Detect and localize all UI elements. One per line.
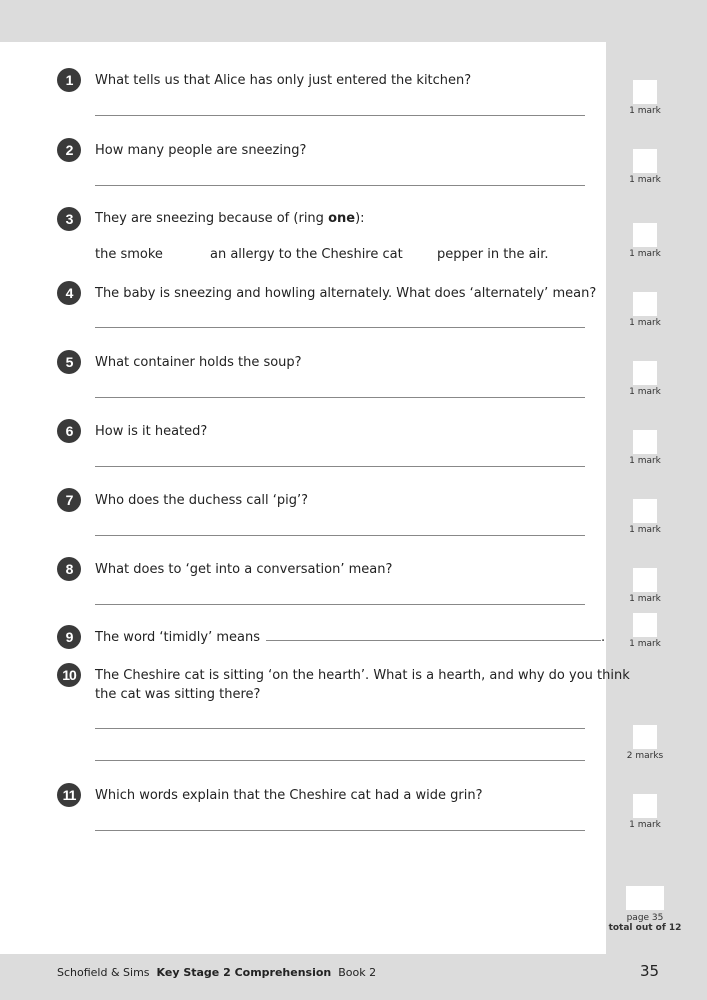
total-label: total out of 12 [608,923,682,933]
score-box[interactable] [633,149,657,173]
question-text-prefix: They are sneezing because of (ring [95,211,329,226]
question-number-badge: 11 [57,783,81,807]
full-stop: . [600,630,606,645]
page-total [606,886,684,933]
mark-label: 2 marks [626,751,664,761]
question-text: The baby is sneezing and howling alternately. What does ‘alternately’ mean? [95,286,597,301]
question-text: What does to ‘get into a conversation’ mean? [95,562,393,577]
score-box[interactable] [633,80,657,104]
question-text: How is it heated? [95,424,208,439]
option-allergy[interactable]: an allergy to the Cheshire cat [210,247,403,262]
question-number-badge: 4 [57,281,81,305]
answer-line[interactable] [95,466,585,467]
answer-line[interactable] [95,397,585,398]
mark-label: 1 mark [629,249,661,259]
mark-label: 1 mark [629,318,661,328]
publisher: Schofield & Sims [57,966,150,979]
option-pepper[interactable]: pepper in the air. [437,247,549,262]
score-box[interactable] [633,568,657,592]
mark-label: 1 mark [629,639,661,649]
mark-box-q2 [606,149,684,185]
series-title: Key Stage 2 Comprehension [156,966,332,979]
mark-box-q7 [606,499,684,535]
mark-label: 1 mark [629,106,661,116]
answer-line[interactable] [95,728,585,729]
question-number-badge: 1 [57,68,81,92]
mark-box-q9 [606,613,684,649]
page-label: page 35 [626,913,664,923]
question-number-badge: 6 [57,419,81,443]
question-number-badge: 9 [57,625,81,649]
score-box[interactable] [633,430,657,454]
question-text: How many people are sneezing? [95,143,307,158]
mark-box-q10 [606,725,684,761]
mark-label: 1 mark [629,456,661,466]
question-text-line-1: The Cheshire cat is sitting ‘on the hearth’. What is a hearth, and why do you think [95,668,630,683]
score-box[interactable] [633,223,657,247]
question-text-suffix: ): [355,211,365,226]
answer-line[interactable] [95,604,585,605]
question-number-badge: 3 [57,207,81,231]
mark-box-q3 [606,223,684,259]
question-text: Which words explain that the Cheshire cat had a wide grin? [95,788,483,803]
fill-in-blank[interactable] [266,628,601,641]
mark-box-q6 [606,430,684,466]
answer-line[interactable] [95,760,585,761]
score-box[interactable] [633,499,657,523]
answer-line[interactable] [95,327,585,328]
question-number-badge: 7 [57,488,81,512]
mark-label: 1 mark [629,387,661,397]
mark-box-q1 [606,80,684,116]
option-smoke[interactable]: the smoke [95,247,163,262]
question-number-badge: 10 [57,663,81,687]
total-score-box[interactable] [626,886,664,910]
page-number: 35 [640,962,660,980]
question-number-badge: 2 [57,138,81,162]
answer-line[interactable] [95,830,585,831]
mark-box-q11 [606,794,684,830]
question-text-line-2: the cat was sitting there? [95,687,261,702]
mark-box-q8 [606,568,684,604]
question-text: What container holds the soup? [95,355,302,370]
footer [57,966,376,979]
score-box[interactable] [633,292,657,316]
answer-line[interactable] [95,535,585,536]
score-box[interactable] [633,361,657,385]
answer-line[interactable] [95,185,585,186]
answer-line[interactable] [95,115,585,116]
score-box[interactable] [633,725,657,749]
question-text: Who does the duchess call ‘pig’? [95,493,309,508]
mark-label: 1 mark [629,820,661,830]
question-text: What tells us that Alice has only just entered the kitchen? [95,73,472,88]
mark-box-q5 [606,361,684,397]
book-label: Book 2 [338,966,377,979]
question-number-badge: 5 [57,350,81,374]
question-text [95,209,365,228]
mark-box-q4 [606,292,684,328]
question-text-body: The word ‘timidly’ means [95,630,260,645]
mark-label: 1 mark [629,525,661,535]
mark-label: 1 mark [629,175,661,185]
score-box[interactable] [633,794,657,818]
mark-label: 1 mark [629,594,661,604]
question-text [95,628,605,647]
question-text-emphasis: one [328,211,356,226]
score-box[interactable] [633,613,657,637]
question-number-badge: 8 [57,557,81,581]
